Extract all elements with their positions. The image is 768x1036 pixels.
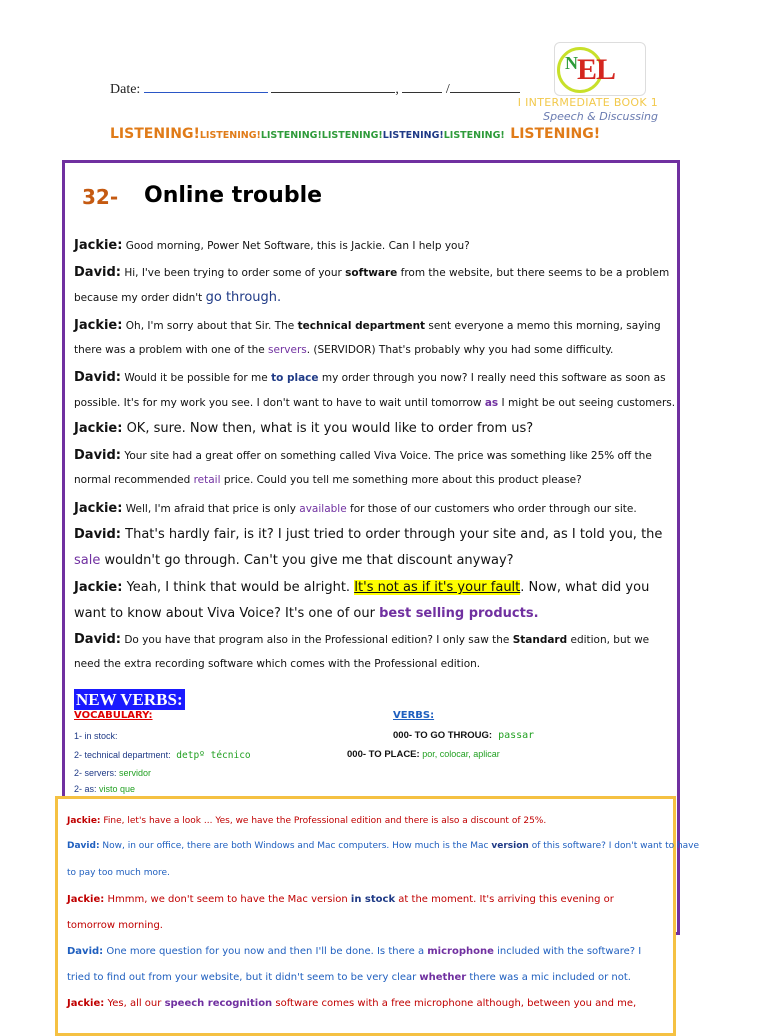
- verb-item: 000- TO PLACE: por, colocar, aplicar: [347, 749, 500, 760]
- continuation-line: tried to find out from your website, but it didn't seem to be very clear whether there was a mic included or not.: [67, 972, 631, 983]
- vocab-item: 2- servers: servidor: [74, 768, 152, 778]
- vocabulary-heading: VOCABULARY:: [74, 710, 153, 721]
- dialogue-line: there was a problem with one of the servers. (SERVIDOR) That's probably why you had some difficulty.: [74, 344, 614, 356]
- listening-word: LISTENING!: [510, 126, 601, 142]
- continuation-line: David: Now, in our office, there are both Windows and Mac computers. How much is the Mac version of this software? I don't want to have: [67, 841, 700, 851]
- book-subtitle: Speech & Discussing: [543, 110, 658, 123]
- nel-logo: [554, 42, 646, 96]
- dialogue-line: sale wouldn't go through. Can't you give me that discount anyway?: [74, 553, 514, 568]
- dialogue-line: Jackie: OK, sure. Now then, what is it you would like to order from us?: [74, 421, 534, 436]
- dialogue-line: because my order didn't go through.: [74, 290, 282, 305]
- dialogue-line: Jackie: Well, I'm afraid that price is only available for those of our customers who order through our site.: [74, 501, 637, 516]
- vocab-item: 1- in stock:: [74, 731, 118, 741]
- listening-word: LISTENING!: [260, 130, 322, 141]
- listening-banner: [110, 123, 600, 142]
- continuation-line: to pay too much more.: [67, 868, 170, 878]
- listening-word: LISTENING!: [321, 130, 383, 141]
- lesson-title: Online trouble: [144, 183, 323, 208]
- date-comma: ,: [395, 82, 399, 97]
- highlighted-phrase: It's not as if it's your fault: [354, 580, 521, 595]
- continuation-line: Jackie: Yes, all our speech recognition software comes with a free microphone although, between you and me,: [67, 998, 637, 1009]
- new-verbs-heading: NEW VERBS:: [76, 690, 183, 709]
- date-line: [110, 80, 520, 98]
- continuation-line: Jackie: Fine, let's have a look ... Yes, we have the Professional edition and there is also a discount of 25%.: [67, 816, 547, 826]
- dialogue-line: David: Do you have that program also in the Professional edition? I only saw the Standard edition, but we: [74, 632, 650, 647]
- continuation-line: David: One more question for you now and then I'll be done. Is there a microphone included with the software? I: [67, 946, 642, 957]
- date-blank-year1[interactable]: [402, 80, 442, 93]
- dialogue-line: Jackie: Good morning, Power Net Software, this is Jackie. Can I help you?: [74, 238, 470, 253]
- dialogue-line: need the extra recording software which comes with the Professional edition.: [74, 658, 481, 670]
- dialogue-line: Jackie: Yeah, I think that would be alright. It's not as if it's your fault. Now, what did you: [74, 580, 650, 595]
- listening-word: LISTENING!: [110, 126, 200, 142]
- vocab-item: 2- technical department: detpº técnico: [74, 750, 251, 761]
- dialogue-line: David: That's hardly fair, is it? I just tried to order through your site and, as I told you, the: [74, 527, 663, 542]
- dialogue-line: want to know about Viva Voice? It's one of our best selling products.: [74, 606, 539, 621]
- date-blank-day[interactable]: [144, 80, 268, 93]
- dialogue-line: possible. It's for my work you see. I don't want to have to wait until tomorrow as I might be out seeing customers.: [74, 397, 676, 409]
- dialogue-line: David: Would it be possible for me to place my order through you now? I really need this software as soon as: [74, 370, 666, 385]
- dialogue-line: David: Your site had a great offer on something called Viva Voice. The price was something like 25% off the: [74, 448, 652, 463]
- vocab-item: 2- as: visto que: [74, 784, 136, 794]
- continuation-line: tomorrow morning.: [67, 920, 163, 931]
- date-blank-month[interactable]: [271, 80, 395, 93]
- listening-word: LISTENING!: [382, 130, 444, 141]
- dialogue-line: David: Hi, I've been trying to order some of your software from the website, but there seems to be a problem: [74, 265, 670, 280]
- lesson-number: 32-: [82, 185, 119, 209]
- date-slash: /: [445, 82, 450, 97]
- listening-word: LISTENING!: [199, 130, 261, 141]
- date-label: Date:: [110, 82, 141, 97]
- continuation-line: Jackie: Hmmm, we don't seem to have the Mac version in stock at the moment. It's arriving this evening or: [67, 894, 614, 905]
- logo-text: $^N$EL: [565, 53, 616, 86]
- verb-item: 000- TO GO THROUG: passar: [393, 730, 535, 741]
- dialogue-line: Jackie: Oh, I'm sorry about that Sir. The technical department sent everyone a memo this morning, saying: [74, 318, 661, 333]
- date-blank-year2[interactable]: [450, 80, 520, 93]
- listening-word: LISTENING!: [443, 130, 505, 141]
- book-title: I INTERMEDIATE BOOK 1: [517, 96, 658, 109]
- verbs-heading: VERBS:: [393, 710, 435, 721]
- dialogue-line: normal recommended retail price. Could you tell me something more about this product please?: [74, 474, 582, 486]
